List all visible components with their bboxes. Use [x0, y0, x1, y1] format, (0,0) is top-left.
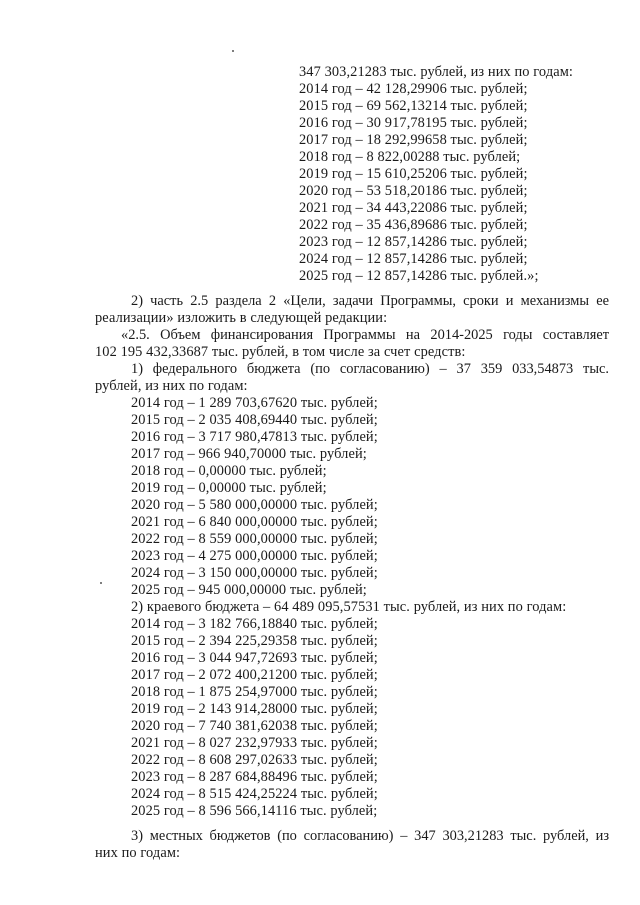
top-year-line: 2024 год – 12 857,14286 тыс. рублей; — [299, 251, 528, 267]
top-year-line: 2020 год – 53 518,20186 тыс. рублей; — [299, 183, 528, 199]
regional-year-line: 2019 год – 2 143 914,28000 тыс. рублей; — [131, 701, 378, 717]
scan-speck — [100, 582, 102, 584]
top-block-intro: 347 303,21283 тыс. рублей, из них по годам: — [299, 64, 574, 80]
local-budget-line: 3) местных бюджетов (по согласованию) – 347 303,21283 тыс. рублей, из — [131, 828, 609, 844]
regional-year-line: 2024 год – 8 515 424,25224 тыс. рублей; — [131, 786, 378, 802]
scan-speck — [232, 50, 234, 52]
regional-year-line: 2018 год – 1 875 254,97000 тыс. рублей; — [131, 684, 378, 700]
federal-year-line: 2015 год – 2 035 408,69440 тыс. рублей; — [131, 412, 378, 428]
regional-year-line: 2016 год – 3 044 947,72693 тыс. рублей; — [131, 650, 378, 666]
item2-paragraph-line: 2) часть 2.5 раздела 2 «Цели, задачи Программы, сроки и механизмы ее — [131, 293, 609, 309]
federal-year-line: 2025 год – 945 000,00000 тыс. рублей; — [131, 582, 367, 598]
regional-year-line: 2025 год – 8 596 566,14116 тыс. рублей; — [131, 803, 378, 819]
federal-year-line: 2014 год – 1 289 703,67620 тыс. рублей; — [131, 395, 378, 411]
top-year-line: 2022 год – 35 436,89686 тыс. рублей; — [299, 217, 528, 233]
top-year-line: 2021 год – 34 443,22086 тыс. рублей; — [299, 200, 528, 216]
federal-year-line: 2021 год – 6 840 000,00000 тыс. рублей; — [131, 514, 378, 530]
top-year-line: 2018 год – 8 822,00288 тыс. рублей; — [299, 149, 521, 165]
regional-year-line: 2014 год – 3 182 766,18840 тыс. рублей; — [131, 616, 378, 632]
federal-year-line: 2016 год – 3 717 980,47813 тыс. рублей; — [131, 429, 378, 445]
top-year-line: 2017 год – 18 292,99658 тыс. рублей; — [299, 132, 528, 148]
regional-budget-line: 2) краевого бюджета – 64 489 095,57531 тыс. рублей, из них по годам: — [131, 599, 567, 615]
top-year-line: 2019 год – 15 610,25206 тыс. рублей; — [299, 166, 528, 182]
federal-year-line: 2022 год – 8 559 000,00000 тыс. рублей; — [131, 531, 378, 547]
top-year-line: 2025 год – 12 857,14286 тыс. рублей.»; — [299, 268, 539, 284]
federal-year-line: 2019 год – 0,00000 тыс. рублей; — [131, 480, 327, 496]
item2-paragraph-line: реализации» изложить в следующей редакции: — [95, 310, 388, 326]
section-2-5-line: «2.5. Объем финансирования Программы на 2014-2025 годы составляет — [121, 327, 609, 343]
local-budget-line: них по годам: — [95, 845, 181, 861]
section-2-5-line: 102 195 432,33687 тыс. рублей, в том числе за счет средств: — [95, 344, 466, 360]
top-year-line: 2023 год – 12 857,14286 тыс. рублей; — [299, 234, 528, 250]
regional-year-line: 2023 год – 8 287 684,88496 тыс. рублей; — [131, 769, 378, 785]
regional-year-line: 2021 год – 8 027 232,97933 тыс. рублей; — [131, 735, 378, 751]
federal-year-line: 2017 год – 966 940,70000 тыс. рублей; — [131, 446, 367, 462]
regional-year-line: 2017 год – 2 072 400,21200 тыс. рублей; — [131, 667, 378, 683]
federal-year-line: 2020 год – 5 580 000,00000 тыс. рублей; — [131, 497, 378, 513]
regional-year-line: 2015 год – 2 394 225,29358 тыс. рублей; — [131, 633, 378, 649]
federal-year-line: 2023 год – 4 275 000,00000 тыс. рублей; — [131, 548, 378, 564]
federal-year-line: 2018 год – 0,00000 тыс. рублей; — [131, 463, 327, 479]
federal-budget-line: рублей, из них по годам: — [95, 378, 248, 394]
top-year-line: 2016 год – 30 917,78195 тыс. рублей; — [299, 115, 528, 131]
regional-year-line: 2020 год – 7 740 381,62038 тыс. рублей; — [131, 718, 378, 734]
top-year-line: 2015 год – 69 562,13214 тыс. рублей; — [299, 98, 528, 114]
top-year-line: 2014 год – 42 128,29906 тыс. рублей; — [299, 81, 528, 97]
federal-budget-line: 1) федерального бюджета (по согласованию) – 37 359 033,54873 тыс. — [131, 361, 609, 377]
federal-year-line: 2024 год – 3 150 000,00000 тыс. рублей; — [131, 565, 378, 581]
regional-year-line: 2022 год – 8 608 297,02633 тыс. рублей; — [131, 752, 378, 768]
